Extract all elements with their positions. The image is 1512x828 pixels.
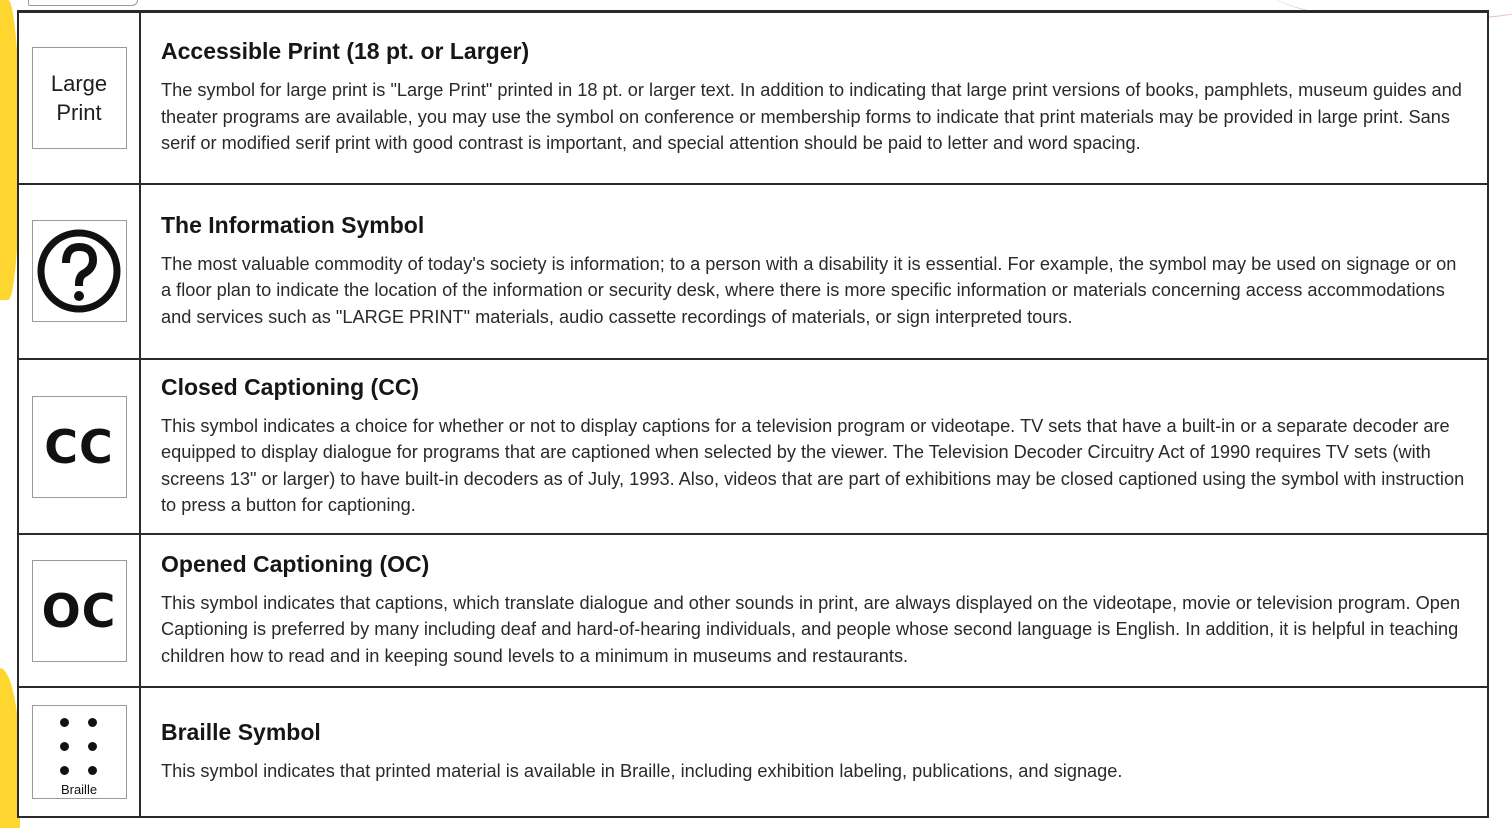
table-row <box>18 184 1488 359</box>
entry-body: The most valuable commodity of today's society is information; to a person with a disability it is essential. For example, the symbol may be used on signage or on a floor plan to indicate the location of the information or security desk, where there is more specific information or materials concerning access accommodations and services such as "LARGE PRINT" materials, audio cassette recordings of materials, or sign interpreted tours. <box>161 253 1457 327</box>
description-cell <box>140 184 1488 359</box>
closed-captioning-icon <box>32 396 127 498</box>
entry-body: This symbol indicates that printed material is available in Braille, including exhibition labeling, publications, and signage. <box>161 760 1123 781</box>
braille-dot <box>60 718 69 727</box>
open-captioning-label: OC <box>41 583 117 638</box>
braille-label: Braille <box>60 781 98 797</box>
entry-title: Braille Symbol <box>161 718 321 745</box>
description-cell <box>140 687 1488 817</box>
icon-cell <box>18 184 140 359</box>
icon-cell <box>18 534 140 686</box>
description-cell <box>140 534 1488 686</box>
table-row <box>18 534 1488 686</box>
open-captioning-icon <box>32 560 127 662</box>
entry-title: Closed Captioning (CC) <box>161 373 420 400</box>
question-mark-icon <box>35 227 123 315</box>
previous-row-stub <box>28 0 138 6</box>
entry-body: The symbol for large print is "Large Print" printed in 18 pt. or larger text. In addition to indicating that large print versions of books, pamphlets, museum guides and theater programs are available, you may use the symbol on conference or membership forms to indicate that print materials may be provided in large print. Sans serif or modified serif print with good contrast is important, and special attention should be paid to letter and word spacing. <box>161 80 1462 154</box>
braille-dots <box>60 718 98 775</box>
icon-cell <box>18 687 140 817</box>
information-symbol-icon <box>32 220 127 322</box>
icon-cell <box>18 359 140 534</box>
entry-body: This symbol indicates a choice for whether or not to display captions for a television program or videotape. TV sets that have a built-in or a separate decoder are equipped to display dialogue for programs that are captioned when selected by the viewer. The Television Decoder Circuitry Act of 1990 requires TV sets (with screens 13" or larger) to have built-in decoders as of July, 1993. Also, videos that are part of exhibitions may be closed captioned using the symbol with instruction to press a button for captioning. <box>161 415 1465 516</box>
braille-dot <box>88 766 97 775</box>
table-row <box>18 359 1488 534</box>
table-row <box>18 687 1488 817</box>
icon-cell <box>18 12 140 184</box>
braille-symbol-icon <box>32 705 127 799</box>
large-print-label-line2: Print <box>56 99 102 125</box>
entry-title: Opened Captioning (OC) <box>161 550 430 577</box>
braille-dot <box>88 718 97 727</box>
accessibility-symbols-table <box>17 10 1489 818</box>
entry-title: The Information Symbol <box>161 211 425 238</box>
entry-title: Accessible Print (18 pt. or Larger) <box>161 38 530 65</box>
large-print-label-line1: Large <box>50 70 108 96</box>
entry-body: This symbol indicates that captions, which translate dialogue and other sounds in print, are always displayed on the videotape, movie or television program. Open Captioning is preferred by many including deaf and hard-of-hearing individuals, and people whose second language is English. In addition, it is helpful in teaching children how to read and in keeping sound levels to a minimum in museums and restaurants. <box>161 592 1461 666</box>
closed-captioning-label: CC <box>44 419 114 474</box>
description-cell <box>140 12 1488 184</box>
braille-dot <box>88 742 97 751</box>
table-row <box>18 12 1488 184</box>
braille-dot <box>60 742 69 751</box>
description-cell <box>140 359 1488 534</box>
large-print-icon <box>32 47 127 149</box>
braille-dot <box>60 766 69 775</box>
